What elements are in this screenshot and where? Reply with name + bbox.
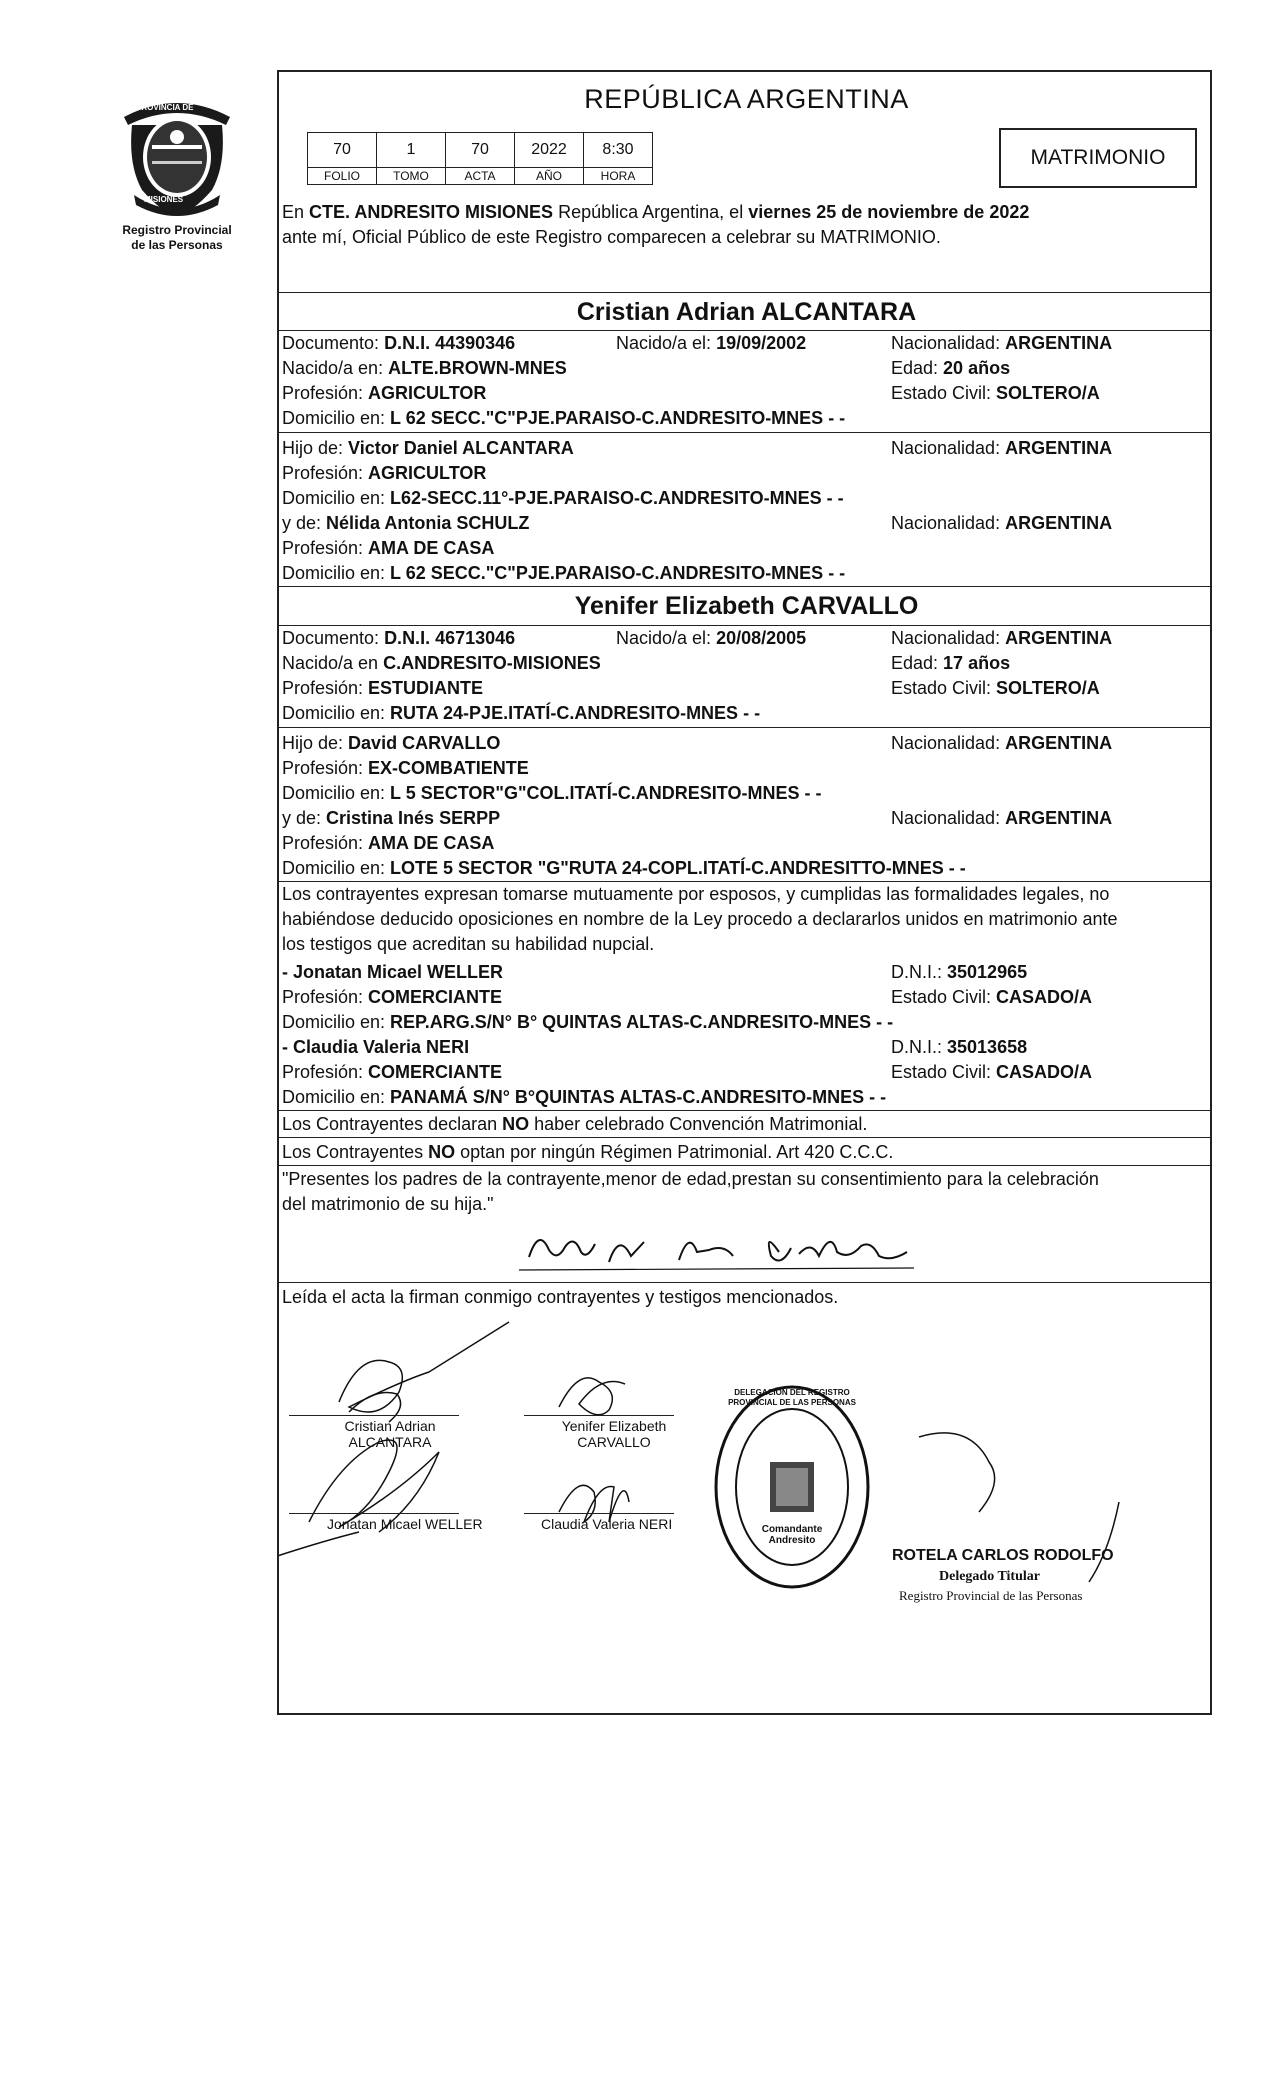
groom-birth-date: Nacido/a el: 19/09/2002 — [616, 333, 807, 353]
groom-mother: y de: Nélida Antonia SCHULZ — [282, 513, 530, 533]
closing-statement: Leída el acta la firman conmigo contrayentes y testigos mencionados. — [282, 1287, 839, 1307]
consent-line-2: del matrimonio de su hija." — [282, 1194, 494, 1214]
groom-mother-address: Domicilio en: L 62 SECC."C"PJE.PARAISO-C.ANDRESITO-MNES - - — [282, 563, 846, 583]
divider — [279, 1110, 1210, 1111]
witness-2-signature-line — [524, 1513, 674, 1514]
bride-name: Yenifer Elizabeth CARVALLO — [574, 592, 919, 620]
bride-profession: Profesión: ESTUDIANTE — [282, 678, 484, 698]
groom-birthplace: Nacido/a en: ALTE.BROWN-MNES — [282, 358, 567, 378]
witness-2-signature-label: Claudia Valeria NERI — [541, 1516, 673, 1532]
official-office: Registro Provincial de las Personas — [899, 1588, 1083, 1603]
year-label: AÑO — [515, 168, 584, 185]
logo-caption-1: Registro Provincial — [122, 223, 232, 237]
divider — [279, 727, 1210, 728]
witness-2-profession: Profesión: COMERCIANTE — [282, 1062, 503, 1082]
seal-ring-text: DELEGACIÓN DEL REGISTRO PROVINCIAL DE LAS PERSONAS — [728, 1388, 856, 1407]
convention-statement: Los Contrayentes declaran NO haber celebrado Convención Matrimonial. — [282, 1114, 868, 1134]
seal-icon — [712, 1382, 872, 1592]
witness-1-signature-label: Jonatan Micael WELLER — [327, 1516, 483, 1532]
groom-document: Documento: D.N.I. 44390346 — [282, 333, 516, 353]
groom-civil-status: Estado Civil: SOLTERO/A — [891, 383, 1100, 403]
intro-line-1: En CTE. ANDRESITO MISIONES República Argentina, el viernes 25 de noviembre de 2022 — [282, 202, 1030, 222]
hour-value: 8:30 — [584, 133, 653, 168]
divider — [279, 432, 1210, 433]
divider — [279, 1282, 1210, 1283]
emblem-top-text: PROVINCIA DE — [136, 103, 194, 112]
groom-mother-nationality: Nacionalidad: ARGENTINA — [891, 513, 1113, 533]
emblem-bottom-text: MISIONES — [144, 195, 184, 204]
groom-age: Edad: 20 años — [891, 358, 1011, 378]
divider — [279, 1165, 1210, 1166]
divider — [279, 586, 1210, 587]
parents-signature — [519, 1222, 919, 1277]
bride-father-profession: Profesión: EX-COMBATIENTE — [282, 758, 529, 778]
bride-mother: y de: Cristina Inés SERPP — [282, 808, 501, 828]
groom-father-address: Domicilio en: L62-SECC.11°-PJE.PARAISO-C.ANDRESITO-MNES - - — [282, 488, 844, 508]
witness-1-address: Domicilio en: REP.ARG.S/N° B° QUINTAS ALTAS-C.ANDRESITO-MNES - - — [282, 1012, 894, 1032]
witness-1-profession: Profesión: COMERCIANTE — [282, 987, 503, 1007]
acta-label: ACTA — [446, 168, 515, 185]
declaration-line-2: habiéndose deducido oposiciones en nombre de la Ley procedo a declararlos unidos en matrimonio ante — [282, 909, 1118, 929]
consent-line-1: "Presentes los padres de la contrayente,menor de edad,prestan su consentimiento para la celebración — [282, 1169, 1099, 1189]
witness-1-dni: D.N.I.: 35012965 — [891, 962, 1028, 982]
witness-2-address: Domicilio en: PANAMÁ S/N° B°QUINTAS ALTAS-C.ANDRESITO-MNES - - — [282, 1087, 887, 1107]
groom-nationality: Nacionalidad: ARGENTINA — [891, 333, 1113, 353]
bride-mother-address: Domicilio en: LOTE 5 SECTOR "G"RUTA 24-COPL.ITATÍ-C.ANDRESITTO-MNES - - — [282, 858, 966, 878]
seal-inner-text: Comandante Andresito — [761, 1524, 823, 1546]
bride-signature-label: Yenifer Elizabeth CARVALLO — [561, 1418, 667, 1450]
bride-mother-nationality: Nacionalidad: ARGENTINA — [891, 808, 1113, 828]
acta-value: 70 — [446, 133, 515, 168]
bride-birth-date: Nacido/a el: 20/08/2005 — [616, 628, 807, 648]
logo-caption-2: de las Personas — [131, 238, 223, 252]
patrimonial-regime-statement: Los Contrayentes NO optan por ningún Régimen Patrimonial. Art 420 C.C.C. — [282, 1142, 894, 1162]
bride-document: Documento: D.N.I. 46713046 — [282, 628, 516, 648]
witness-1-civil-status: Estado Civil: CASADO/A — [891, 987, 1093, 1007]
folio-label: FOLIO — [308, 168, 377, 185]
witness-1-signature-line — [289, 1513, 459, 1514]
witness-2-dni: D.N.I.: 35013658 — [891, 1037, 1028, 1057]
witness-2-name: - Claudia Valeria NERI — [282, 1037, 470, 1057]
declaration-line-3: los testigos que acreditan su habilidad nupcial. — [282, 934, 655, 954]
official-name: ROTELA CARLOS RODOLFO — [892, 1547, 1114, 1564]
country-title: REPÚBLICA ARGENTINA — [584, 84, 909, 114]
bride-age: Edad: 17 años — [891, 653, 1011, 673]
bride-father-nationality: Nacionalidad: ARGENTINA — [891, 733, 1113, 753]
official-seal — [712, 1382, 872, 1592]
declaration-line-1: Los contrayentes expresan tomarse mutuamente por esposos, y cumplidas las formalidades legales, no — [282, 884, 1110, 904]
hour-label: HORA — [584, 168, 653, 185]
intro-place: CTE. ANDRESITO MISIONES — [309, 202, 554, 222]
official-role: Delegado Titular — [939, 1569, 1040, 1584]
intro-date: viernes 25 de noviembre de 2022 — [748, 202, 1030, 222]
divider — [279, 1137, 1210, 1138]
record-meta-table — [307, 132, 653, 185]
groom-father-nationality: Nacionalidad: ARGENTINA — [891, 438, 1113, 458]
witness-1-name: - Jonatan Micael WELLER — [282, 962, 504, 982]
registry-logo — [102, 95, 252, 252]
groom-name: Cristian Adrian ALCANTARA — [576, 298, 917, 326]
bride-father: Hijo de: David CARVALLO — [282, 733, 501, 753]
year-value: 2022 — [515, 133, 584, 168]
bride-mother-profession: Profesión: AMA DE CASA — [282, 833, 495, 853]
intro-line-2: ante mí, Oficial Público de este Registro comparecen a celebrar su MATRIMONIO. — [282, 227, 941, 247]
groom-father: Hijo de: Victor Daniel ALCANTARA — [282, 438, 574, 458]
groom-profession: Profesión: AGRICULTOR — [282, 383, 487, 403]
groom-signature-line — [289, 1415, 459, 1416]
groom-address: Domicilio en: L 62 SECC."C"PJE.PARAISO-C.ANDRESITO-MNES - - — [282, 408, 846, 428]
marriage-certificate — [277, 70, 1212, 1715]
bride-signature-line — [524, 1415, 674, 1416]
divider — [279, 292, 1210, 293]
groom-mother-profession: Profesión: AMA DE CASA — [282, 538, 495, 558]
groom-father-profession: Profesión: AGRICULTOR — [282, 463, 487, 483]
bride-nationality: Nacionalidad: ARGENTINA — [891, 628, 1113, 648]
folio-value: 70 — [308, 133, 377, 168]
bride-birthplace: Nacido/a en C.ANDRESITO-MISIONES — [282, 653, 601, 673]
bride-civil-status: Estado Civil: SOLTERO/A — [891, 678, 1100, 698]
record-type-box: MATRIMONIO — [999, 128, 1197, 188]
tomo-value: 1 — [377, 133, 446, 168]
witness-2-civil-status: Estado Civil: CASADO/A — [891, 1062, 1093, 1082]
groom-signature-label: Cristian Adrian ALCANTARA — [344, 1418, 436, 1450]
tomo-label: TOMO — [377, 168, 446, 185]
bride-address: Domicilio en: RUTA 24-PJE.ITATÍ-C.ANDRESITO-MNES - - — [282, 703, 761, 723]
bride-father-address: Domicilio en: L 5 SECTOR"G"COL.ITATÍ-C.ANDRESITO-MNES - - — [282, 783, 822, 803]
